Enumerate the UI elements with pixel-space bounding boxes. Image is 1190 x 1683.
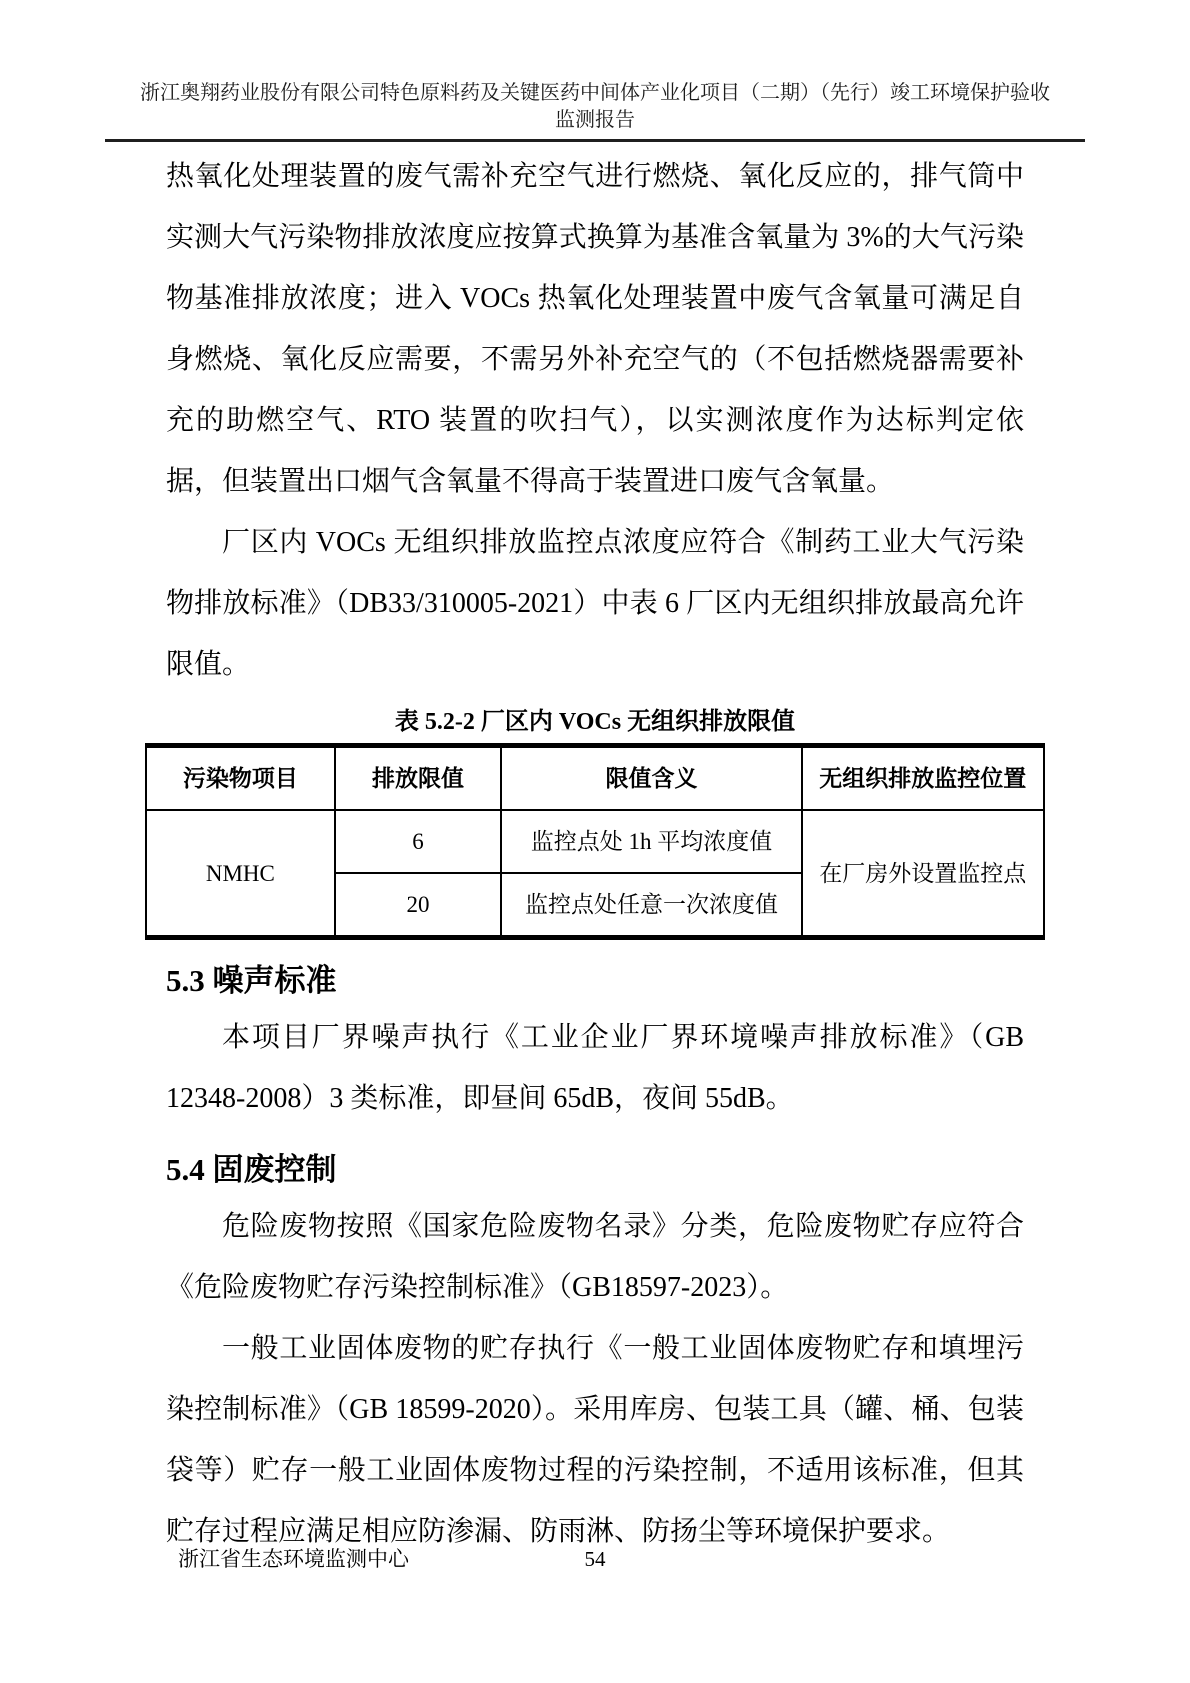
column-header-meaning: 限值含义 xyxy=(501,746,801,811)
column-header-location: 无组织排放监控位置 xyxy=(802,746,1044,811)
running-header xyxy=(105,80,1085,142)
header-title-line2: 监测报告 xyxy=(555,109,635,131)
paragraph-noise: 本项目厂界噪声执行《工业企业厂界环境噪声排放标准》（GB 12348-2008）3 类标准，即昼间 65dB，夜间 55dB。 xyxy=(166,1022,1024,1114)
footer-organization: 浙江省生态环境监测中心 xyxy=(178,1547,409,1571)
paragraph-general-solid-waste: 一般工业固体废物的贮存执行《一般工业固体废物贮存和填埋污染控制标准》（GB 18599-2020）。采用库房、包装工具（罐、桶、包装袋等）贮存一般工业固体废物过程的污染控制，不适用该标准，但其贮存过程应满足相应防渗漏、防雨淋、防扬尘等环境保护要求。 xyxy=(166,1333,1024,1547)
cell-meaning-2: 监控点处任意一次浓度值 xyxy=(501,873,801,938)
column-header-limit: 排放限值 xyxy=(335,746,502,811)
paragraph-hazardous-waste: 危险废物按照《国家危险废物名录》分类，危险废物贮存应符合《危险废物贮存污染控制标准》（GB18597-2023）。 xyxy=(166,1211,1024,1303)
running-footer xyxy=(145,1543,1045,1575)
section-heading-5-4: 5.4 固废控制 xyxy=(166,1152,337,1187)
paragraph-oxidation: 热氧化处理装置的废气需补充空气进行燃烧、氧化反应的，排气筒中实测大气污染物排放浓度应按算式换算为基准含氧量为 3%的大气污染物基准排放浓度；进入 VOCs 热氧化处理装置中废气含氧量可满足自身燃烧、氧化反应需要，不需另外补充空气的（不包括燃烧器需要补充的助燃空气、RTO 装置的吹扫气），以实测浓度作为达标判定依据，但装置出口烟气含氧量不得高于装置进口废气含氧量。 xyxy=(166,161,1024,497)
table-caption: 表 5.2-2 厂区内 VOCs 无组织排放限值 xyxy=(394,709,796,735)
section-heading-5-3: 5.3 噪声标准 xyxy=(166,963,337,998)
page-number: 54 xyxy=(584,1547,606,1571)
header-rule xyxy=(105,139,1085,142)
cell-limit-2: 20 xyxy=(335,873,502,938)
cell-limit-1: 6 xyxy=(335,810,502,873)
cell-location: 在厂房外设置监控点 xyxy=(802,810,1044,938)
cell-meaning-1: 监控点处 1h 平均浓度值 xyxy=(501,810,801,873)
document-body xyxy=(145,146,1045,1562)
table-row xyxy=(146,810,1044,873)
cell-pollutant: NMHC xyxy=(146,810,335,938)
table-header-row xyxy=(146,746,1044,811)
header-title-line1: 浙江奥翔药业股份有限公司特色原料药及关键医药中间体产业化项目（二期）（先行）竣工环境保护验收 xyxy=(140,82,1050,104)
vocs-limit-table xyxy=(145,743,1045,940)
paragraph-vocs-fugitive: 厂区内 VOCs 无组织排放监控点浓度应符合《制药工业大气污染物排放标准》（DB33/310005-2021）中表 6 厂区内无组织排放最高允许限值。 xyxy=(166,527,1024,680)
column-header-pollutant: 污染物项目 xyxy=(146,746,335,811)
